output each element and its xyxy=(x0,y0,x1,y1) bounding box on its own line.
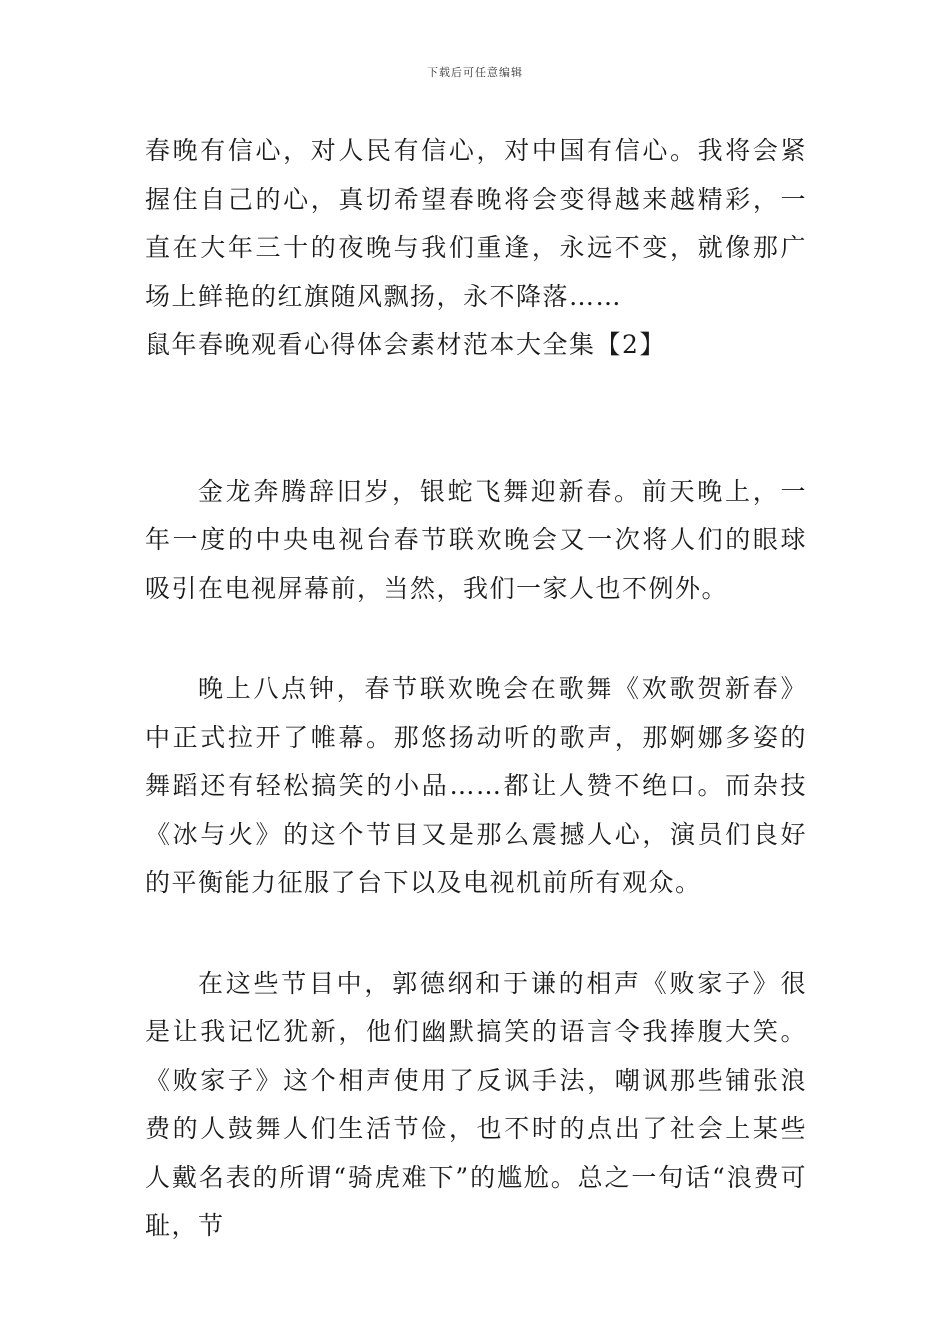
paragraph-1: 金龙奔腾辞旧岁，银蛇飞舞迎新春。前天晚上，一年一度的中央电视台春节联欢晚会又一次将人们的眼球吸引在电视屏幕前，当然，我们一家人也不例外。 xyxy=(145,476,807,603)
paragraph-continuation: 春晚有信心，对人民有信心，对中国有信心。我将会紧握住自己的心，真切希望春晚将会变得越来越精彩，一直在大年三十的夜晚与我们重逢，永远不变，就像那广场上鲜艳的红旗随风飘扬，永不降落…… xyxy=(145,136,807,311)
paragraph-2: 晚上八点钟，春节联欢晚会在歌舞《欢歌贺新春》中正式拉开了帷幕。那悠扬动听的歌声，那婀娜多姿的舞蹈还有轻松搞笑的小品……都让人赞不绝口。而杂技《冰与火》的这个节目又是那么震撼人心，演员们良好的平衡能力征服了台下以及电视机前所有观众。 xyxy=(145,674,807,897)
page-header: 下载后可任意编辑 xyxy=(427,66,523,79)
document-body xyxy=(145,127,807,1251)
section-title: 鼠年春晚观看心得体会素材范本大全集【2】 xyxy=(145,330,666,359)
paragraph-3: 在这些节目中，郭德纲和于谦的相声《败家子》很是让我记忆犹新，他们幽默搞笑的语言令我捧腹大笑。《败家子》这个相声使用了反讽手法，嘲讽那些铺张浪费的人鼓舞人们生活节俭，也不时的点出了社会上某些人戴名表的所谓“骑虎难下”的尴尬。总之一句话“浪费可耻，节 xyxy=(145,968,807,1240)
